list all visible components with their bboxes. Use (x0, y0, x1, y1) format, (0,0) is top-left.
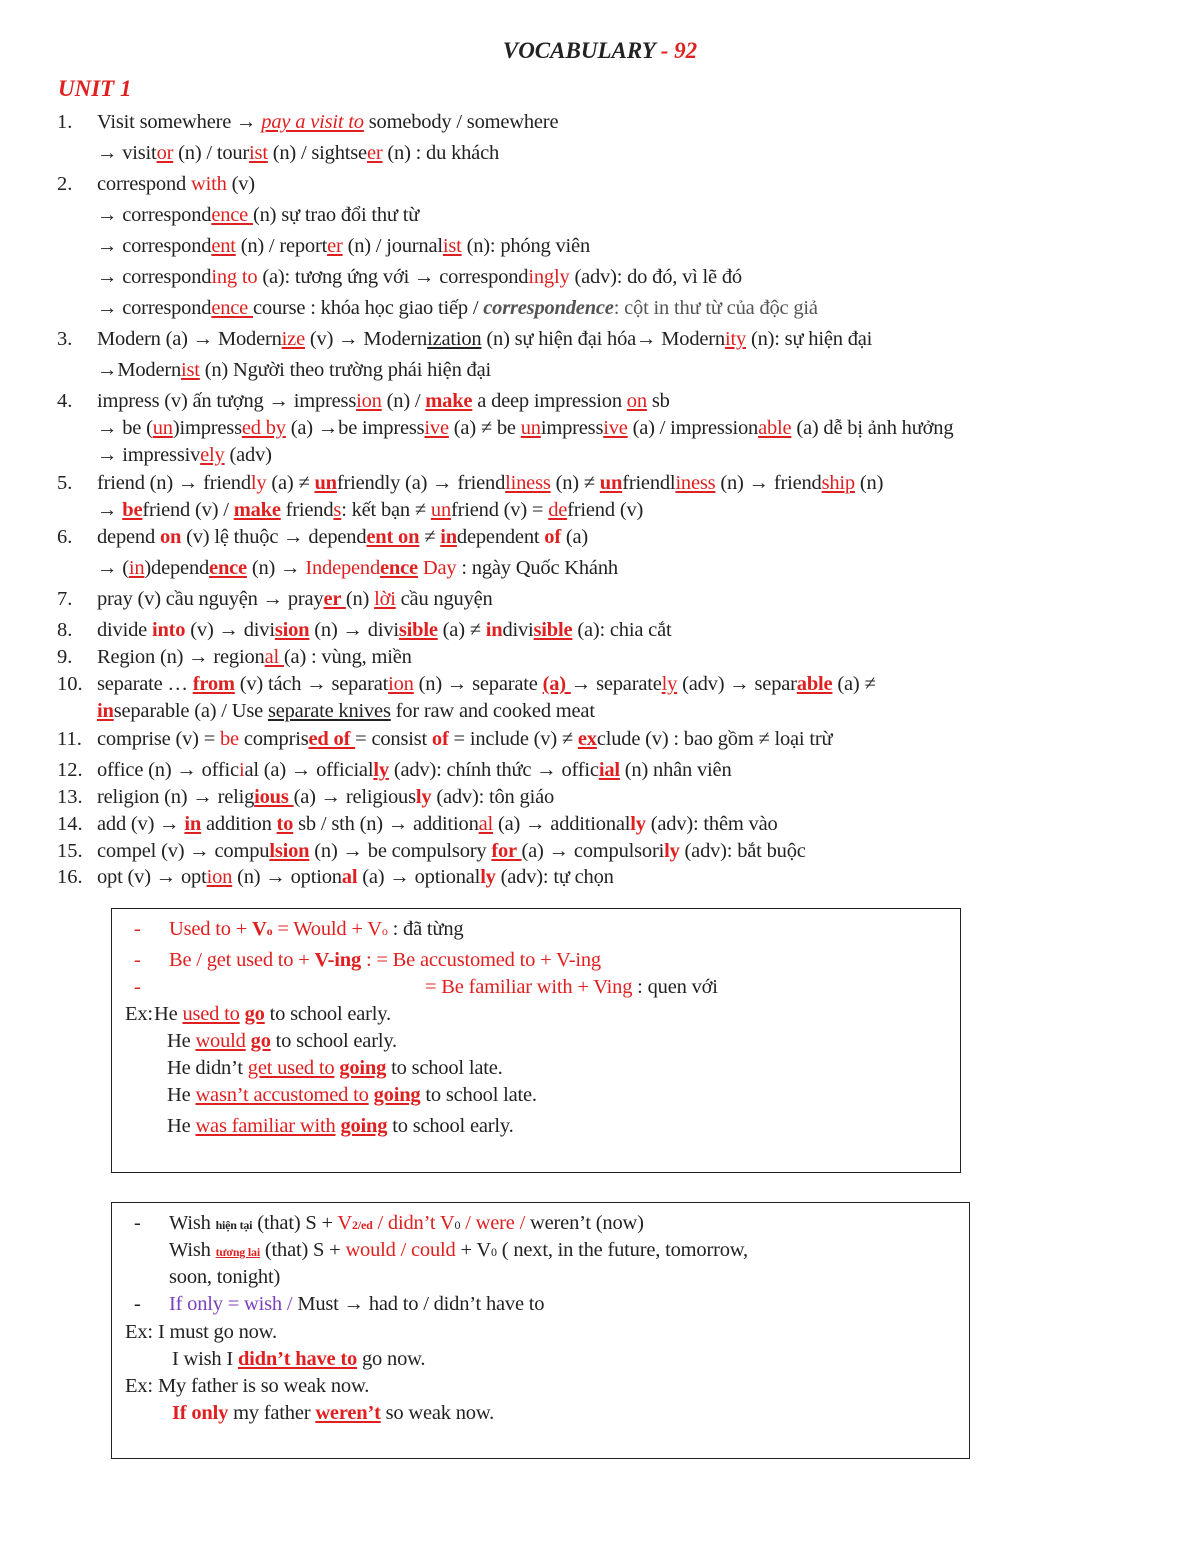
arrow-icon: → (342, 840, 363, 862)
entry-line: comprise (v) = be comprised of = consist of = include (v) ≠ exclude (v) : bao gồm ≠ loại trừ (97, 728, 833, 750)
example-line: I must go now. (158, 1321, 277, 1343)
rule-line: Be / get used to + V-ing : = Be accustomed to + V-ing (169, 949, 601, 971)
arrow-icon: → (389, 866, 410, 888)
arrow-icon: → (97, 499, 118, 521)
entry-line: separate … from (v) tách → separation (n) → separate (a) → separately (adv) → separable (a) ≠ (97, 673, 876, 695)
entry-line: friend (n) → friendly (a) ≠ unfriendly (a) → friendliness (n) ≠ unfriendliness (n) → friendship (n) (97, 472, 884, 494)
arrow-icon: → (192, 786, 213, 808)
entry-line: → impressively (adv) (97, 444, 272, 466)
list-number: 9. (57, 646, 73, 668)
arrow-icon: → (155, 866, 177, 888)
arrow-icon: → (342, 619, 363, 641)
arrow-icon: → (320, 786, 341, 808)
arrow-icon: → (97, 142, 118, 164)
arrow-icon: → (748, 472, 769, 494)
page-title: VOCABULARY - 92 (502, 38, 698, 63)
arrow-icon: → (97, 444, 118, 466)
arrow-icon: → (189, 840, 210, 862)
entry-line: compel (v) → compulsion (n) → be compulsory for (a) → compulsorily (adv): bắt buộc (97, 840, 806, 862)
arrow-icon: → (97, 557, 118, 579)
arrow-icon: → (536, 759, 557, 781)
arrow-icon: → (414, 266, 435, 288)
list-number: 3. (57, 328, 73, 350)
arrow-icon: → (97, 235, 118, 257)
list-number: 16. (57, 866, 83, 888)
arrow-icon: → (636, 328, 657, 350)
rule-line: Used to + Vo = Would + Vo : đã từng (169, 918, 464, 940)
entry-line: →Modernist (n) Người theo trường phái hiện đại (97, 359, 491, 381)
example-line: If only my father weren’t so weak now. (172, 1402, 495, 1424)
arrow-icon: → (729, 673, 750, 695)
entry-line: depend on (v) lệ thuộc → dependent on ≠ independent of (a) (97, 526, 589, 548)
arrow-icon: → (192, 328, 214, 350)
entry-line: Modern (a) → Modernize (v) → Modernization (n) sự hiện đại hóa→ Modernity (n): sự hiện đại (97, 328, 873, 350)
arrow-icon: → (387, 813, 409, 835)
list-number: 4. (57, 390, 73, 412)
example-line: He used to go to school early. (154, 1003, 391, 1025)
arrow-icon: → (176, 759, 197, 781)
entry-line: → befriend (v) / make friends: kết bạn ≠ unfriend (v) = defriend (v) (97, 499, 644, 521)
rule-line: Wish hiện tại (that) S + V2/ed / didn’t V0 / were / weren’t (now) (169, 1212, 644, 1234)
example-line: He would go to school early. (167, 1030, 397, 1052)
arrow-icon: → (97, 359, 118, 381)
arrow-icon: → (97, 297, 118, 319)
rule-line: Wish tương lai (that) S + would / could + V0 ( next, in the future, tomorrow, (169, 1239, 748, 1261)
arrow-icon: → (548, 840, 569, 862)
grammar-box-used-to: - Used to + Vo = Would + Vo : đã từng - Be / get used to + V-ing : = Be accustomed to + V-ing - = Be familiar with + Ving : quen với Ex: He used to go to school early. He would go to school early. He didn’t get used to going to school late. He wasn’t accustomed to going to school late. He was familiar with going to school early. (111, 908, 961, 1173)
list-number: 13. (57, 786, 83, 808)
example-label: Ex: (125, 1003, 153, 1025)
entry-line: → correspondence (n) sự trao đổi thư từ (97, 204, 420, 226)
example-line: He didn’t get used to going to school late. (167, 1057, 503, 1079)
arrow-icon: → (570, 673, 592, 695)
example-label: Ex: (125, 1321, 153, 1343)
list-number: 14. (57, 813, 83, 835)
grammar-box-wish: - Wish hiện tại (that) S + V2/ed / didn’t V0 / were / weren’t (now) Wish tương lai (that) S + would / could + V0 ( next, in the future, tomorrow, soon, tonight) - If only = wish / Must → had to / didn’t have to Ex: I must go now. I wish I didn’t have to go now. Ex: My father is so weak now. If only my father weren’t so weak now. (111, 1202, 970, 1459)
entry-line: Visit somewhere → pay a visit to somebody / somewhere (97, 111, 559, 133)
entry-line: → correspondence course : khóa học giao tiếp / correspondence: cột in thư từ của độc giả (97, 297, 818, 319)
list-number: 11. (57, 728, 82, 750)
entry-line: Region (n) → regional (a) : vùng, miền (97, 646, 412, 668)
arrow-icon: → (188, 646, 209, 668)
entry-line: → correspondent (n) / reporter (n) / journalist (n): phóng viên (97, 235, 590, 257)
list-number: 6. (57, 526, 73, 548)
arrow-icon: → (432, 472, 453, 494)
arrow-icon: → (446, 673, 468, 695)
arrow-icon: → (338, 328, 359, 350)
arrow-icon: → (97, 266, 118, 288)
entry-line: pray (v) cầu nguyện → prayer (n) lời cầu nguyện (97, 588, 493, 610)
list-number: 12. (57, 759, 83, 781)
example-line: He wasn’t accustomed to going to school late. (167, 1084, 537, 1106)
arrow-icon: → (218, 619, 239, 641)
list-number: 10. (57, 673, 83, 695)
list-number: 1. (57, 111, 73, 133)
entry-line: divide into (v) → division (n) → divisible (a) ≠ indivisible (a): chia cắt (97, 619, 672, 641)
list-number: 2. (57, 173, 73, 195)
entry-line: religion (n) → religious (a) → religiously (adv): tôn giáo (97, 786, 555, 808)
entry-line: office (n) → official (a) → officially (adv): chính thức → official (n) nhân viên (97, 759, 732, 781)
arrow-icon: → (159, 813, 180, 835)
arrow-icon: → (317, 417, 339, 439)
arrow-icon: → (283, 526, 304, 548)
entry-line: inseparable (a) / Use separate knives for raw and cooked meat (97, 700, 595, 722)
rule-line: soon, tonight) (169, 1266, 281, 1288)
example-line: I wish I didn’t have to go now. (172, 1348, 426, 1370)
arrow-icon: → (525, 813, 546, 835)
arrow-icon: → (268, 390, 289, 412)
entry-line: → (in)dependence (n) → Independence Day : ngày Quốc Khánh (97, 557, 618, 579)
entry-line: → visitor (n) / tourist (n) / sightseer (n) : du khách (97, 142, 500, 164)
arrow-icon: → (306, 673, 327, 695)
entry-line: impress (v) ấn tượng → impression (n) / make a deep impression on sb (97, 390, 670, 412)
arrow-icon: → (236, 111, 257, 133)
example-label: Ex: (125, 1375, 153, 1397)
arrow-icon: → (265, 866, 286, 888)
rule-line: If only = wish / Must → had to / didn’t have to (169, 1293, 545, 1315)
arrow-icon: → (290, 759, 312, 781)
arrow-icon: → (97, 204, 118, 226)
entry-line: add (v) → in addition to sb / sth (n) → additional (a) → additionally (adv): thêm vào (97, 813, 778, 835)
unit-heading: UNIT 1 (58, 76, 132, 101)
list-number: 8. (57, 619, 73, 641)
example-line: My father is so weak now. (158, 1375, 370, 1397)
entry-line: correspond with (v) (97, 173, 255, 195)
list-number: 5. (57, 472, 73, 494)
list-number: 15. (57, 840, 83, 862)
example-line: He was familiar with going to school early. (167, 1115, 514, 1137)
arrow-icon: → (177, 472, 199, 494)
entry-line: → be (un)impressed by (a) →be impressive (a) ≠ be unimpressive (a) / impressionable (a) dễ bị ảnh hưởng (97, 417, 954, 439)
arrow-icon: → (280, 557, 301, 579)
entry-line: → corresponding to (a): tương ứng với → correspondingly (adv): do đó, vì lẽ đó (97, 266, 742, 288)
arrow-icon: → (97, 417, 118, 439)
entry-line: opt (v) → option (n) → optional (a) → optionally (adv): tự chọn (97, 866, 614, 888)
list-number: 7. (57, 588, 73, 610)
rule-line: = Be familiar with + Ving : quen với (425, 976, 718, 998)
